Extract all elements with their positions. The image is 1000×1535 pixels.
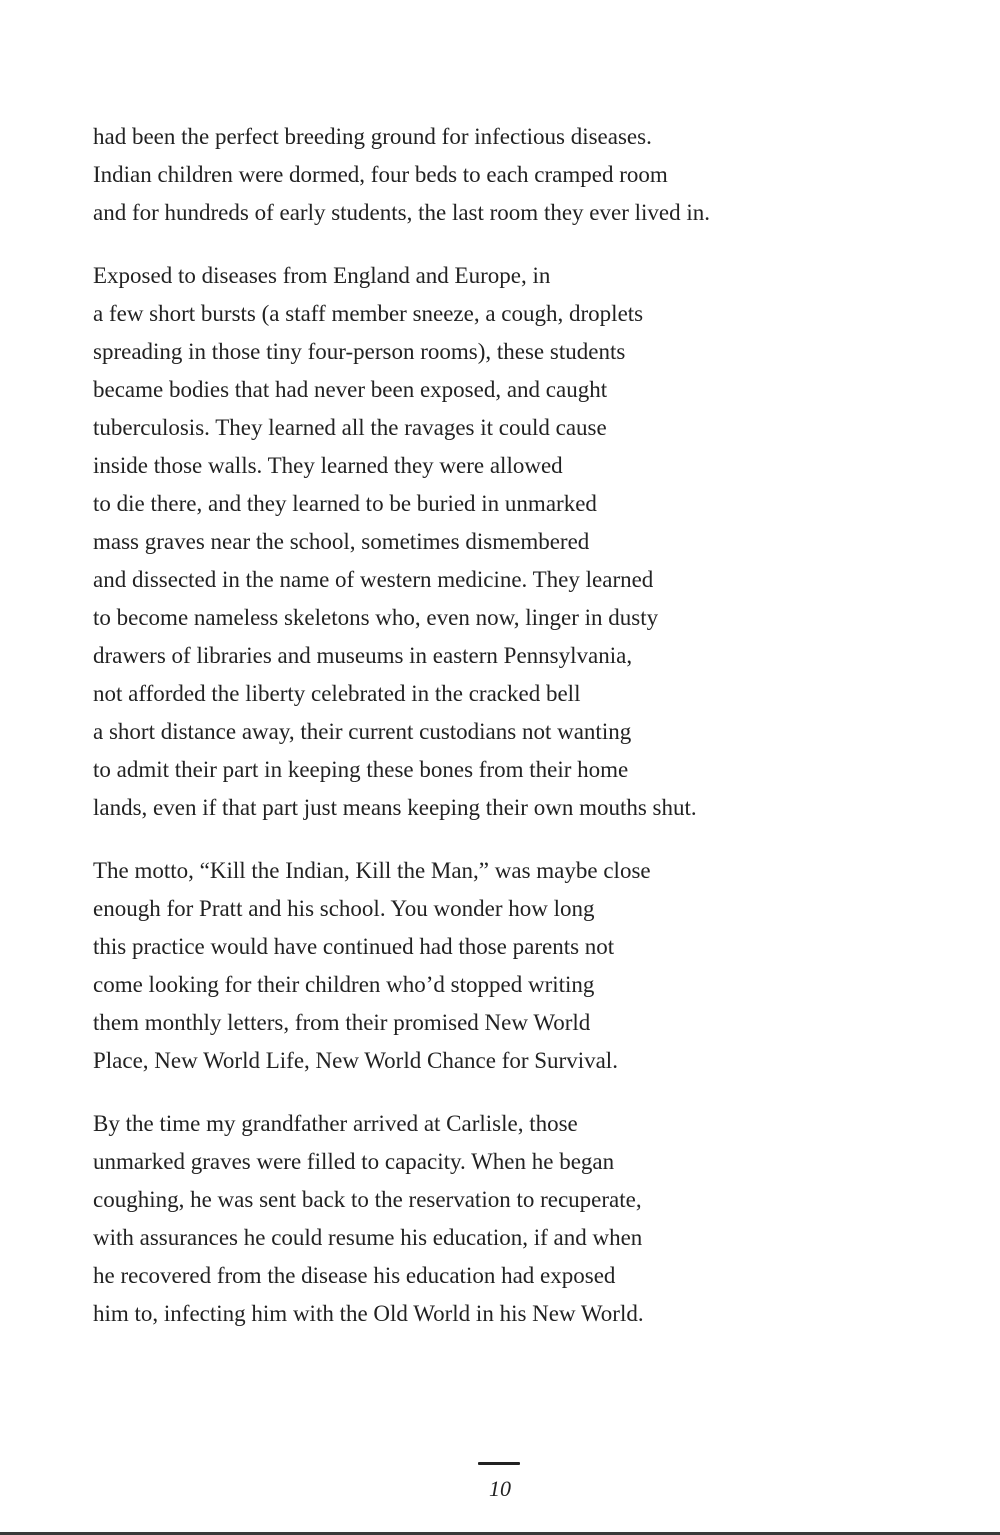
page-number: 10 xyxy=(489,1476,511,1501)
text-line: Place, New World Life, New World Chance for Survival. xyxy=(93,1048,618,1073)
stanza-2 xyxy=(93,257,893,827)
text-line: became bodies that had never been exposed, and caught xyxy=(93,377,608,402)
text-line: spreading in those tiny four-person rooms), these students xyxy=(93,339,626,364)
text-line: a few short bursts (a staff member sneeze, a cough, droplets xyxy=(93,301,644,326)
text-line: him to, infecting him with the Old World in his New World. xyxy=(93,1301,644,1326)
text-line: tuberculosis. They learned all the ravages it could cause xyxy=(93,415,607,440)
text-line: come looking for their children who’d stopped writing xyxy=(93,972,595,997)
text-line: enough for Pratt and his school. You wonder how long xyxy=(93,896,595,921)
text-line: and for hundreds of early students, the last room they ever lived in. xyxy=(93,200,711,225)
text-line: drawers of libraries and museums in eastern Pennsylvania, xyxy=(93,643,633,668)
text-line: and dissected in the name of western medicine. They learned xyxy=(93,567,654,592)
text-line: Indian children were dormed, four beds to each cramped room xyxy=(93,162,668,187)
text-line: to die there, and they learned to be buried in unmarked xyxy=(93,491,597,516)
text-line: a short distance away, their current custodians not wanting xyxy=(93,719,632,744)
text-line: mass graves near the school, sometimes dismembered xyxy=(93,529,590,554)
text-line: Exposed to diseases from England and Europe, in xyxy=(93,263,551,288)
stanza-4 xyxy=(93,1105,893,1333)
stanza-1 xyxy=(93,118,893,232)
text-line: unmarked graves were filled to capacity. When he began xyxy=(93,1149,615,1174)
text-line: not afforded the liberty celebrated in the cracked bell xyxy=(93,681,581,706)
text-line: lands, even if that part just means keeping their own mouths shut. xyxy=(93,795,697,820)
text-line: inside those walls. They learned they were allowed xyxy=(93,453,563,478)
stanza-3 xyxy=(93,852,893,1080)
text-line: with assurances he could resume his education, if and when xyxy=(93,1225,643,1250)
text-line: The motto, “Kill the Indian, Kill the Man,” was maybe close xyxy=(93,858,651,883)
text-line: he recovered from the disease his education had exposed xyxy=(93,1263,616,1288)
text-line: them monthly letters, from their promised New World xyxy=(93,1010,591,1035)
text-line: this practice would have continued had those parents not xyxy=(93,934,615,959)
footer-rule xyxy=(478,1462,520,1465)
text-line: By the time my grandfather arrived at Carlisle, those xyxy=(93,1111,578,1136)
text-line: had been the perfect breeding ground for infectious diseases. xyxy=(93,124,652,149)
text-line: coughing, he was sent back to the reservation to recuperate, xyxy=(93,1187,642,1212)
body-text xyxy=(93,118,893,1358)
text-line: to admit their part in keeping these bones from their home xyxy=(93,757,629,782)
text-line: to become nameless skeletons who, even now, linger in dusty xyxy=(93,605,659,630)
